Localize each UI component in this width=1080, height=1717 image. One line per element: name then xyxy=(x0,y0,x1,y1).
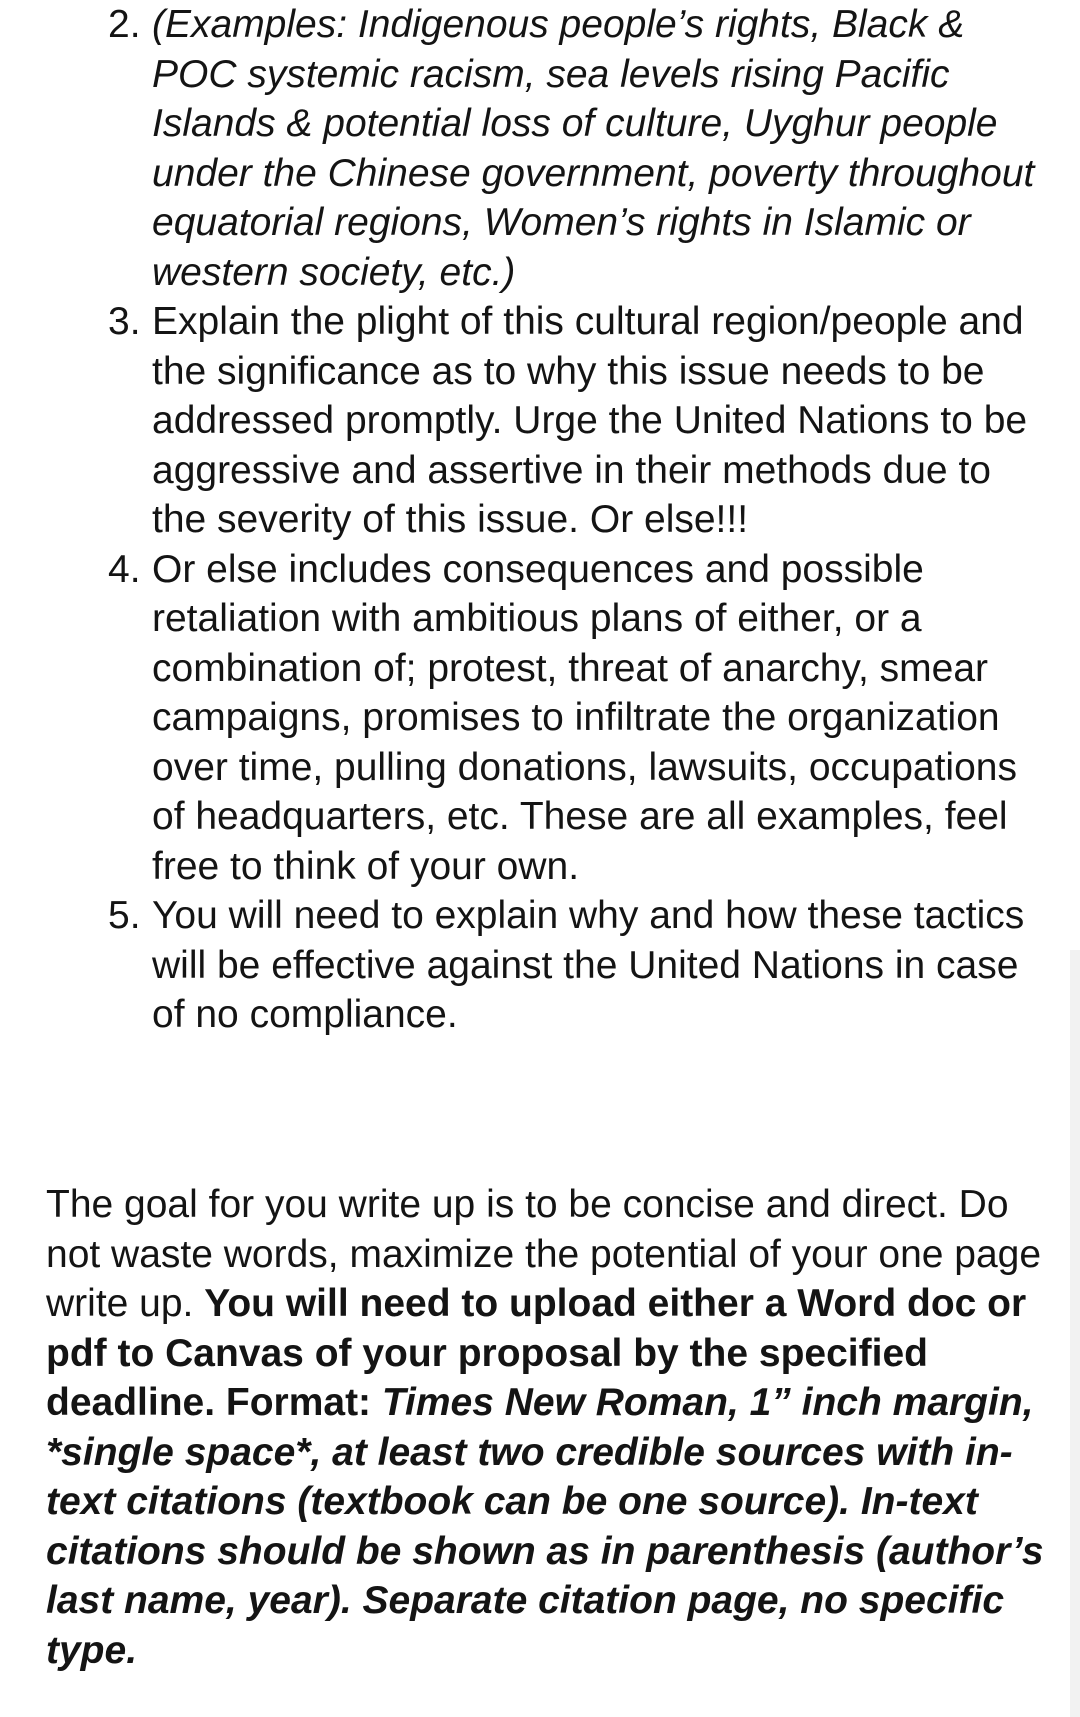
summary-plain-text: The goal for you write up is to be concise and direct. Do not waste words, maximize the potential of your one page write up. xyxy=(46,1183,1042,1325)
page-edge-shadow xyxy=(1070,950,1080,1717)
list-item-number: 2. xyxy=(108,3,141,46)
summary-paragraph xyxy=(46,1180,1056,1675)
list-item xyxy=(108,297,1052,545)
list-item-text: You will need to explain why and how these tactics will be effective against the United Nations in case of no compliance. xyxy=(152,894,1025,1036)
list-item-number: 5. xyxy=(108,894,141,937)
list-item-text: Or else includes consequences and possible retaliation with ambitious plans of either, or a combination of; protest, threat of anarchy, smear campaigns, promises to infiltrate the organization over time, pulling donations, lawsuits, occupations of headquarters, etc. These are all examples, feel free to think of your own. xyxy=(152,547,1017,888)
list-item-number: 4. xyxy=(108,547,141,591)
list-item xyxy=(108,0,1052,297)
list-item-text: (Examples: Indigenous people’s rights, Black & POC systemic racism, sea levels rising Pacific Islands & potential loss of culture, Uyghur people under the Chinese government, poverty throughout equatorial regions, Women’s rights in Islamic or western society, etc.) xyxy=(152,3,1035,294)
instruction-list xyxy=(108,0,1052,1040)
list-item xyxy=(108,545,1052,892)
list-item-number: 3. xyxy=(108,300,141,343)
list-item-text: Explain the plight of this cultural region/people and the significance as to why this issue needs to be addressed promptly. Urge the United Nations to be aggressive and assertive in their methods due to the severity of this issue. Or else!!! xyxy=(152,300,1028,541)
list-item xyxy=(108,891,1052,1040)
summary-bold-text: You will need to upload either a Word doc or pdf to Canvas of your proposal by the specified deadline. Format: xyxy=(46,1282,1027,1424)
summary-format-requirements: Times New Roman, 1” inch margin, *single space*, at least two credible sources with in-text citations (textbook can be one source). In-text citations should be shown as in parenthesis (author’s last name, year). Separate citation page, no specific type. xyxy=(46,1381,1044,1672)
